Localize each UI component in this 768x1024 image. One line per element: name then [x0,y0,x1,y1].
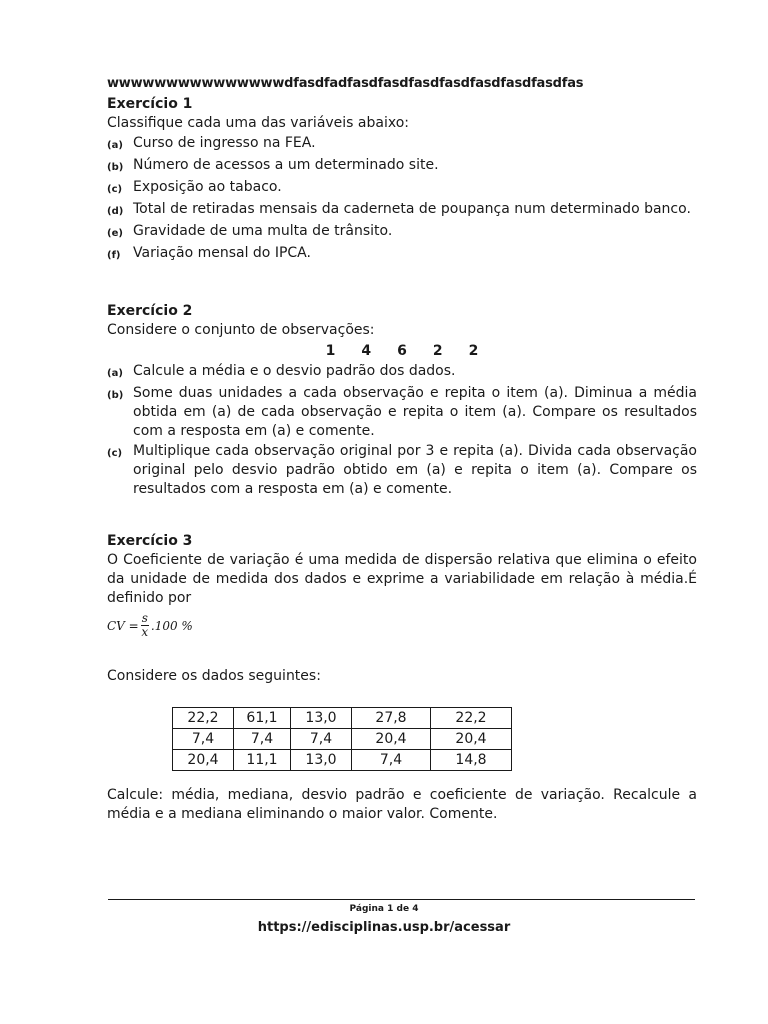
item-label: (e) [107,228,123,239]
table-cell: 13,0 [291,750,352,771]
formula-denominator: x [141,625,149,639]
table-cell: 7,4 [234,729,291,750]
exercise-1-title: Exercício 1 [107,96,193,112]
table-cell: 20,4 [173,750,234,771]
list-item [107,384,697,441]
exercise-3 [107,532,697,608]
formula-numerator: s [141,611,148,625]
item-text: Calcule a média e o desvio padrão dos dados. [133,363,456,379]
data-intro: Considere os dados seguintes: [107,668,321,684]
item-text: Total de retiradas mensais da caderneta de poupança num determinado banco. [133,201,691,217]
item-text: Variação mensal do IPCA. [133,245,311,261]
item-label: (d) [107,206,124,217]
exercise-1 [107,95,697,265]
observations-row [107,342,697,361]
exercise-3-text: O Coeficiente de variação é uma medida de dispersão relativa que elimina o efeito da unidade de medida dos dados e exprime a variabilidade em relação à média.É definido por [107,552,697,606]
exercise-1-intro: Classifique cada uma das variáveis abaixo: [107,115,409,131]
item-text: Multiplique cada observação original por 3 e repita (a). Divida cada observação original pelo desvio padrão obtido em (a) e repita o item (a). Compare os resultados com a resposta em (a) e comente. [133,443,697,497]
footer-divider [108,899,695,900]
item-label: (c) [107,448,123,459]
item-text: Curso de ingresso na FEA. [133,135,316,151]
list-item [107,134,697,155]
table-cell: 27,8 [352,708,431,729]
table-cell: 61,1 [234,708,291,729]
list-item [107,244,697,265]
table-cell: 7,4 [352,750,431,771]
table-cell: 13,0 [291,708,352,729]
item-label: (c) [107,184,123,195]
item-label: (b) [107,162,124,173]
exercise-3-title: Exercício 3 [107,533,193,549]
observation-value: 2 [432,343,443,359]
table-cell: 14,8 [431,750,512,771]
exercise-2-intro: Considere o conjunto de observações: [107,322,375,338]
item-label: (a) [107,140,123,151]
exercise-2-title: Exercício 2 [107,303,193,319]
observation-value: 1 [325,343,336,359]
table-cell: 7,4 [173,729,234,750]
exercise-3-closing: Calcule: média, mediana, desvio padrão e coeficiente de variação. Recalcule a média e a mediana eliminando o maior valor. Comente. [107,787,697,822]
list-item [107,442,697,499]
observation-value: 4 [361,343,372,359]
data-table [172,707,512,771]
item-text: Número de acessos a um determinado site. [133,157,439,173]
table-cell: 20,4 [431,729,512,750]
table-row [173,729,512,750]
item-label: (f) [107,250,121,261]
table-cell: 22,2 [173,708,234,729]
item-label: (b) [107,390,124,401]
table-cell: 11,1 [234,750,291,771]
table-cell: 22,2 [431,708,512,729]
item-text: Gravidade de uma multa de trânsito. [133,223,393,239]
item-text: Exposição ao tabaco. [133,179,282,195]
list-item [107,178,697,199]
footer-url[interactable]: https://edisciplinas.usp.br/acessar [257,920,511,935]
observation-value: 2 [468,343,479,359]
document-header: wwwwwwwwwwwwwwwdfasdfadfasdfasdfasdfasdfasdfasdfasdfas [107,76,584,91]
list-item [107,200,697,221]
table-row [173,708,512,729]
page-number: Página 1 de 4 [349,904,419,914]
item-text: Some duas unidades a cada observação e repita o item (a). Diminua a média obtida em (a) de cada observação e repita o item (a). Compare os resultados com a resposta em (a) e comente. [133,385,697,439]
list-item [107,222,697,243]
list-item [107,156,697,177]
item-label: (a) [107,368,123,379]
list-item [107,362,697,383]
observation-value: 6 [397,343,407,359]
cv-formula [107,612,193,639]
table-row [173,750,512,771]
exercise-2 [107,302,697,499]
table-cell: 20,4 [352,729,431,750]
table-cell: 7,4 [291,729,352,750]
formula-lhs: CV = [107,618,139,633]
formula-rhs: .100 % [150,618,193,633]
formula-fraction [141,612,149,639]
